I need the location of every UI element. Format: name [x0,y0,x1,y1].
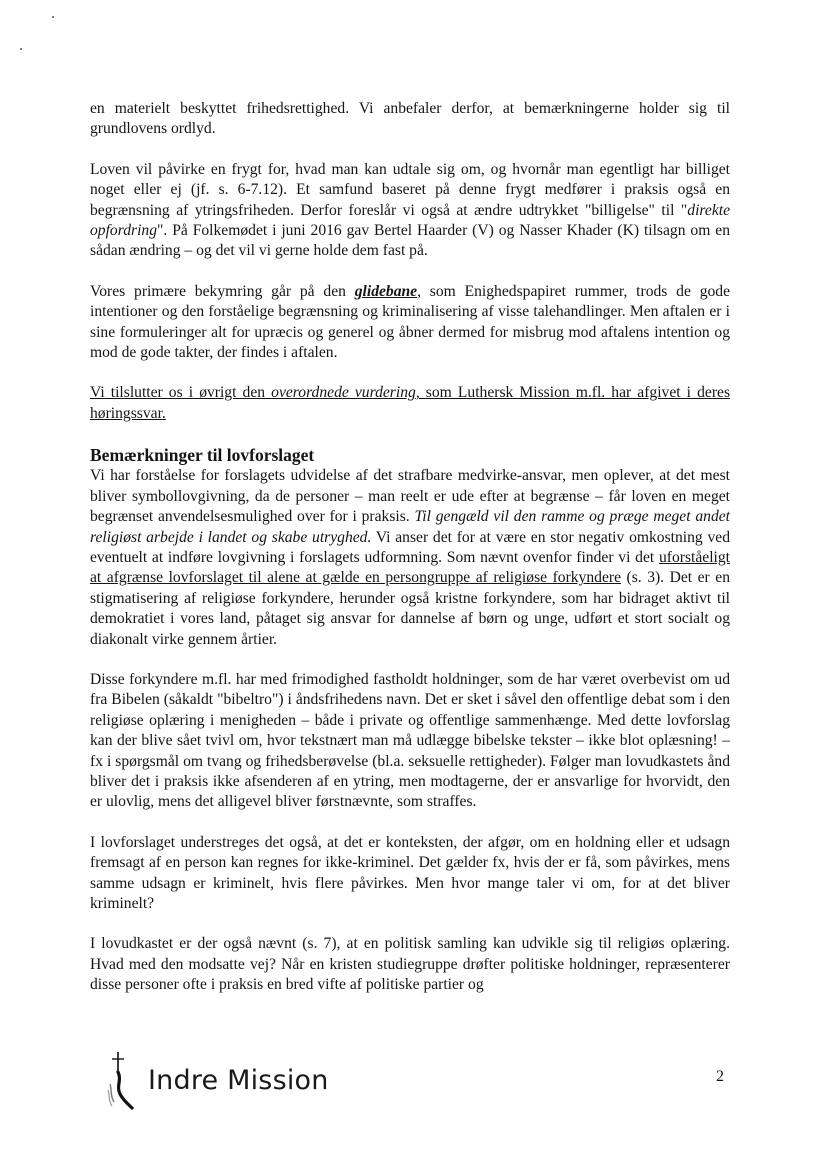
paragraph-2-emphasis: direkte opfordring [90,201,730,240]
section-heading: Bemærkninger til lovforslaget [90,445,315,466]
scan-speck [20,48,22,50]
paragraph-6: Disse forkyndere m.fl. har med frimodighed fastholdt holdninger, som de har været overbevist om ud fra Bibelen (såkaldt "bibeltro") i åndsfrihedens navn. Det er sket i såvel den offentlige debat som i den religiøse oplæring i menigheden – både i private og offentlige sammenhænge. Med dette lovforslag kan der blive sået tvivl om, hvor tekstnært man må udlægge bibelske tekster – ikke blot oplæsning! – fx i spørgsmål om tvang og frihedsberøvelse (bl.a. seksuelle rettigheder). Følger man lovudkastets ånd bliver det i praksis ikke afsenderen af en ytring, men modtagerne, der er ansvarlige for hvorvidt, den er ulovlig, mens det alligevel bliver førstnævnte, som straffes. [90,670,730,811]
paragraph-8: I lovudkastet er der også nævnt (s. 7), at en politisk samling kan udvikle sig til religiøs oplæring. Hvad med den modsatte vej? Når en kristen studiegruppe drøfter politiske holdninger, repræsenterer disse personer ofte i praksis en bred vifte af politiske partier og [90,935,730,994]
paragraph-4 [90,383,730,424]
paragraph-7: I lovforslaget understreges det også, at det er konteksten, der afgør, om en holdning eller et udsagn fremsagt af en person kan regnes for ikke-kriminel. Det gælder fx, hvis der er få, som påvirkes, mens samme udsagn er kriminelt, hvis flere påvirkes. Men hvor mange taler vi om, for at det bliver kriminelt? [90,833,730,912]
paragraph-3-text-end: , som Enighedspapiret rummer, trods de gode intentioner og den forståelige begrænsning og kriminalisering af visse talehandlinger. Men aftalen er i sine formuleringer alt for upræcis og generel og åbner dermed for misbrug mod aftalens intention og mod de gode takter, der findes i aftalen. [90,282,731,362]
paragraph-2-text: Loven vil påvirke en frygt for, hvad man kan udtale sig om, og hvornår man egentligt har billiget noget eller ej (jf. s. 6-7.12). Et samfund baseret på denne frygt medfører i praksis også en begrænsning af ytringsfriheden. Derfor foreslår vi også at ændre udtrykket "billigelse" til " [90,160,730,219]
paragraph-1: en materielt beskyttet frihedsrettighed. Vi anbefaler derfor, at bemærkningerne holder sig til grundlovens ordlyd. [90,100,730,138]
paragraph-5-emphasis: Til gengæld vil den ramme og præge meget andet religiøst arbejde i landet og skabe utryghed. [90,508,730,546]
paragraph-2-text-end: ". På Folkemødet i juni 2016 gav Bertel Haarder (V) og Nasser Khader (K) tilsagn om en sådan ændring – og det vil vi gerne holde dem fast på. [90,222,730,260]
paragraph-3 [90,282,730,364]
body-text [90,99,730,1016]
logo-text: Indre Mission [148,1064,329,1096]
paragraph-4-emphasis: overordnede vurdering [271,384,416,402]
footer-logo [104,1050,329,1110]
page-number: 2 [716,1068,724,1085]
paragraph-4-text: Vi tilslutter os i øvrigt den [90,384,272,402]
paragraph-5-underline: uforståeligt at afgrænse lovforslaget til alene at gælde en persongruppe af religiøse forkyndere [90,548,730,587]
paragraph-5-text-mid: Vi anser det for at være en stor negativ omkostning ved eventuelt at indføre lovgivning i forslagets udformning. Som nævnt ovenfor finder vi det [90,528,730,566]
scan-speck [52,16,54,18]
paragraph-5 [90,466,730,650]
paragraph-3-text: Vores primære bekymring går på den [90,282,355,300]
glidebane-emphasis: glidebane [354,282,418,300]
paragraph-4-text-end: , som Luthersk Mission m.fl. har afgivet i deres høringssvar. [90,384,731,422]
paragraph-2 [90,160,730,262]
paragraph-5-text: Vi har forståelse for forslagets udvidelse af det strafbare medvirke-ansvar, men oplever, at det mest bliver symbollovgivning, da de personer – man reelt er ude efter at begrænse – får loven en meget begrænset anvendelsesmulighed over for i praksis. [90,467,730,526]
paragraph-5-text-end: (s. 3). Det er en stigmatisering af religiøse forkyndere, herunder også kristne forkyndere, som har bidraget aktivt til demokratiet i vores land, påtaget sig ansvar for dannelse af børn og unge, udført et stort socialt og diakonalt virke gennem årtier. [90,569,730,648]
cross-figure-icon [104,1050,138,1110]
